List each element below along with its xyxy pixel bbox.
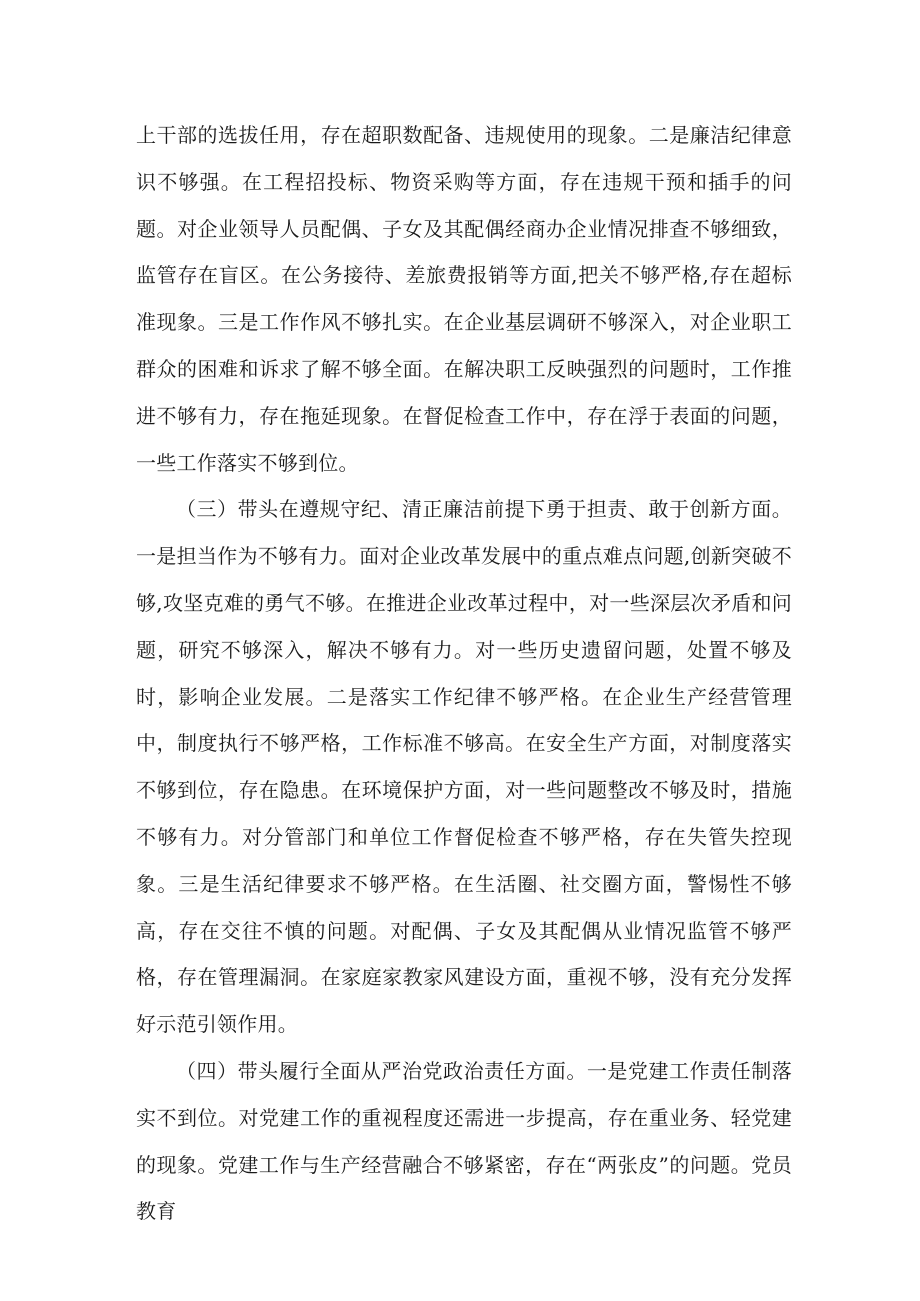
document-body (136, 112, 792, 1235)
paragraph-continuation: 上干部的选拔任用，存在超职数配备、违规使用的现象。二是廉洁纪律意识不够强。在工程招投标、物资采购等方面，存在违规干预和插手的问题。对企业领导人员配偶、子女及其配偶经商办企业情况排查不够细致，监管存在盲区。在公务接待、差旅费报销等方面,把关不够严格,存在超标准现象。三是工作作风不够扎实。在企业基层调研不够深入，对企业职工群众的困难和诉求了解不够全面。在解决职工反映强烈的问题时，工作推进不够有力，存在拖延现象。在督促检查工作中，存在浮于表面的问题，一些工作落实不够到位。 (136, 123, 792, 475)
paragraph-section-three: （三）带头在遵规守纪、清正廉洁前提下勇于担责、敢于创新方面。一是担当作为不够有力。面对企业改革发展中的重点难点问题,创新突破不够,攻坚克难的勇气不够。在推进企业改革过程中，对一些深层次矛盾和问题，研究不够深入，解决不够有力。对一些历史遗留问题，处置不够及时，影响企业发展。二是落实工作纪律不够严格。在企业生产经营管理中，制度执行不够严格，工作标准不够高。在安全生产方面，对制度落实不够到位，存在隐患。在环境保护方面，对一些问题整改不够及时，措施不够有力。对分管部门和单位工作督促检查不够严格，存在失管失控现象。三是生活纪律要求不够严格。在生活圈、社交圈方面，警惕性不够高，存在交往不慎的问题。对配偶、子女及其配偶从业情况监管不够严格，存在管理漏洞。在家庭家教家风建设方面，重视不够，没有充分发挥好示范引领作用。 (136, 497, 792, 1037)
paragraph-section-four: （四）带头履行全面从严治党政治责任方面。一是党建工作责任制落实不到位。对党建工作的重视程度还需进一步提高，存在重业务、轻党建的现象。党建工作与生产经营融合不够紧密，存在“两张皮”的问题。党员教育 (136, 1058, 792, 1224)
